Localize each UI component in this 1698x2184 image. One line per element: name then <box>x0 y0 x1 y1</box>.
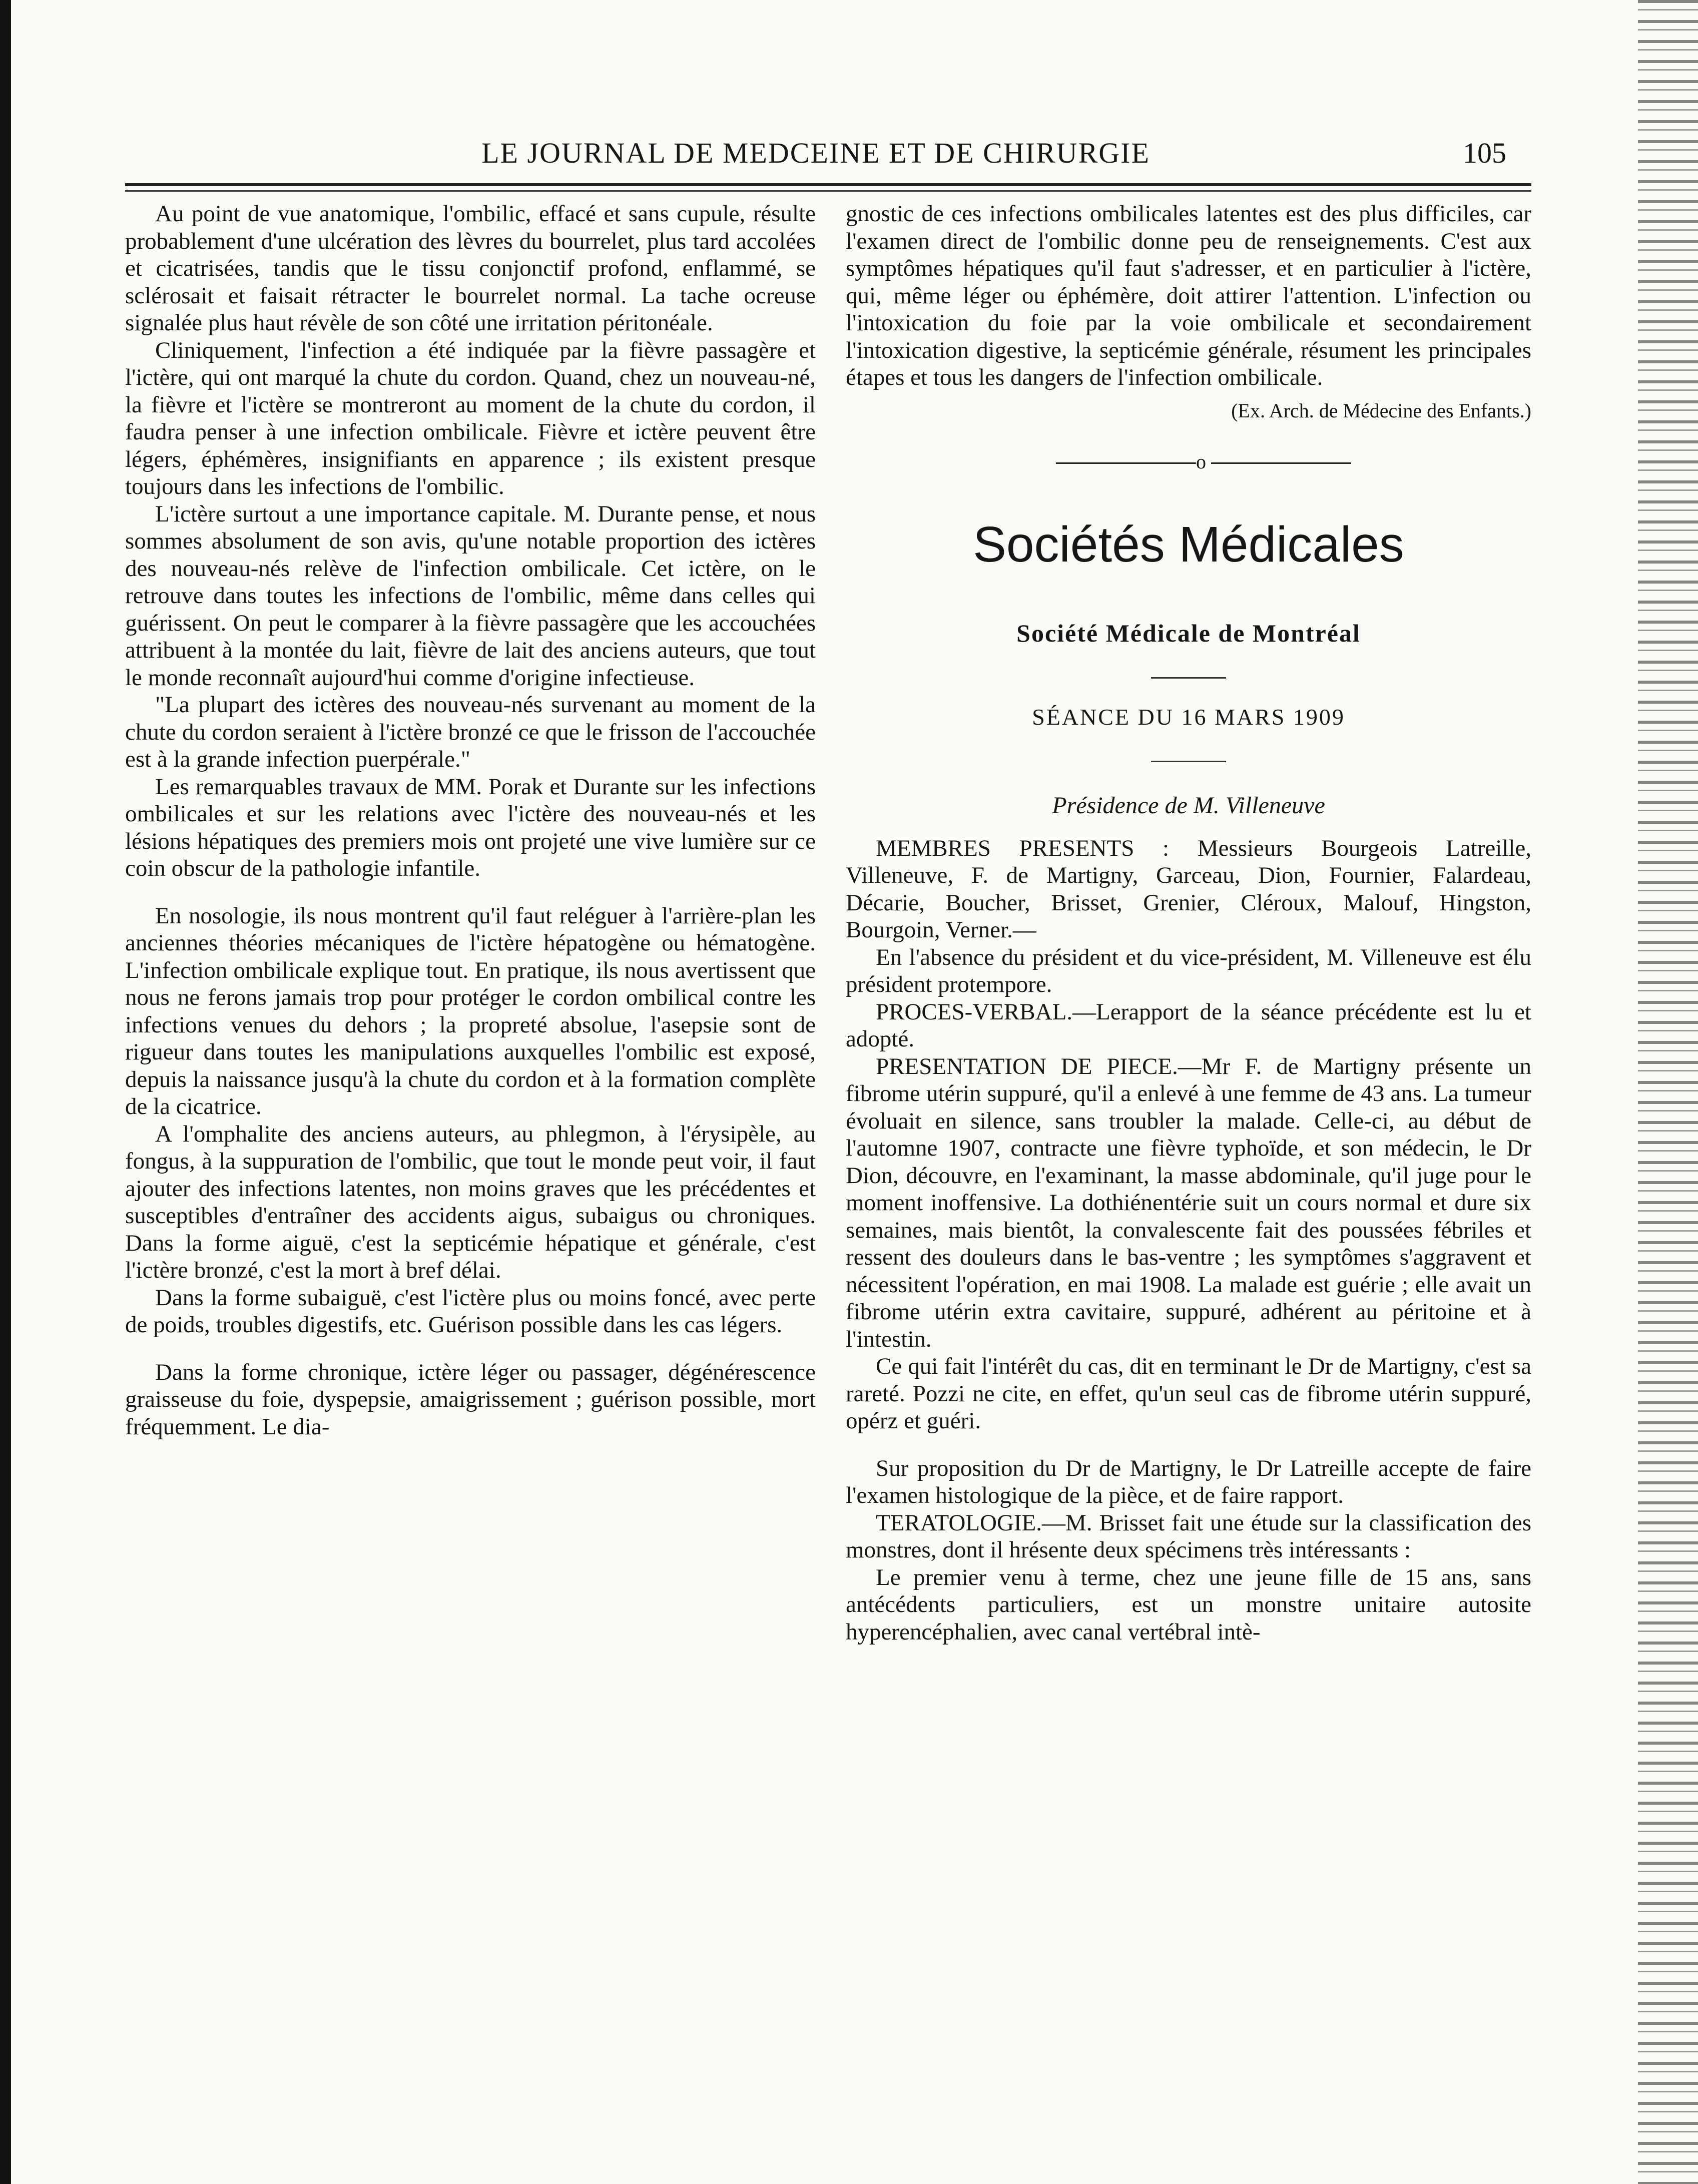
right-column <box>846 200 1531 1646</box>
paragraph: TERATOLOGIE.—M. Brisset fait une étude sur la classification des monstres, dont il hrésente deux spécimens très intéressants : <box>846 1509 1531 1563</box>
paragraph: Cliniquement, l'infection a été indiquée par la fièvre passagère et l'ictère, qui ont marqué la chute du cordon. Quand, chez un nouveau-né, la fièvre et l'ictère se montreront au moment de la chute du cordon, il faudra penser à une infection ombilicale. Fièvre et ictère peuvent être légers, éphémères, insignifiants en apparence ; ils existent presque toujours dans les infections de l'ombilic. <box>125 337 816 499</box>
continuation-paragraph: gnostic de ces infections ombilicales latentes est des plus difficiles, car l'examen direct de l'ombilic donne peu de renseignements. C'est aux symptômes hépatiques qu'il faut s'adresser, et en particulier à l'ictère, qui, même léger ou éphémère, doit attirer l'attention. L'infection ou l'intoxication du foie par la voie ombilicale et secondairement l'intoxication digestive, la septicémie générale, résument les principales étapes et tous les dangers de l'infection ombilicale. <box>846 201 1531 390</box>
left-column <box>125 200 816 1440</box>
seance-date: SÉANCE DU 16 MARS 1909 <box>1032 704 1345 730</box>
paragraph: Dans la forme chronique, ictère léger ou passager, dégénérescence graisseuse du foie, dyspepsie, amaigrissement ; guérison possible, mort fréquemment. Le dia- <box>125 1359 816 1440</box>
divider-mark: o <box>1196 450 1206 473</box>
spacer <box>125 882 816 902</box>
society-heading: Société Médicale de Montréal <box>1016 619 1361 647</box>
paragraph: Dans la forme subaiguë, c'est l'ictère plus ou moins foncé, avec perte de poids, troubles digestifs, etc. Guérison possible dans les cas légers. <box>125 1284 816 1338</box>
running-title: LE JOURNAL DE MEDCEINE ET DE CHIRURGIE <box>481 137 1150 169</box>
scan-edge-left <box>0 0 11 2184</box>
short-rule <box>1151 761 1226 762</box>
spacer <box>846 1435 1531 1455</box>
divider-line <box>1211 462 1351 464</box>
quote-paragraph: "La plupart des ictères des nouveau-nés survenant au moment de la chute du cordon seraient à l'ictère bronzé ce que le frisson de l'accouchée est à la grande infection puerpérale." <box>125 692 816 772</box>
paragraph: L'ictère surtout a une importance capitale. M. Durante pense, et nous sommes absolument de son avis, qu'une notable proportion des ictères des nouveau-nés relève de l'infection ombilicale. Cet ictère, on le retrouve dans toutes les infections de l'ombilic, même dans celles qui guérissent. On peut le comparer à la fièvre passagère que les accouchées attribuent à la montée du lait, fièvre de lait des anciens auteurs, que tout le monde reconnaît aujourd'hui comme d'origine infectieuse. <box>125 500 816 691</box>
section-divider <box>846 444 1531 484</box>
spacer <box>125 1339 816 1359</box>
paragraph: Les remarquables travaux de MM. Porak et Durante sur les infections ombilicales et sur les relations avec l'ictère des nouveau-nés et les lésions hépatiques des premiers mois ont projeté une vive lumière sur ce coin obscur de la pathologie infantile. <box>125 773 816 881</box>
section-title: Sociétés Médicales <box>973 516 1404 573</box>
paragraph: PROCES-VERBAL.—Lerapport de la séance précédente est lu et adopté. <box>846 998 1531 1052</box>
paragraph: Le premier venu à terme, chez une jeune fille de 15 ans, sans antécédents particuliers, est un monstre unitaire autosite hyperencéphalien, avec canal vertébral intè- <box>846 1564 1531 1645</box>
paragraph: A l'omphalite des anciens auteurs, au phlegmon, à l'érysipèle, au fongus, à la suppuration de l'ombilic, que tout le monde peut voir, il faut ajouter des infections latentes, non moins graves que les précédentes et susceptibles d'entraîner des accidents aigus, subaigus ou chroniques. Dans la forme aiguë, c'est la septicémie hépatique et générale, c'est l'ictère bronzé, c'est la mort à bref délai. <box>125 1121 816 1283</box>
paragraph: Au point de vue anatomique, l'ombilic, effacé et sans cupule, résulte probablement d'une ulcération des lèvres du bourrelet, plus tard accolées et cicatrisées, tandis que le tissu conjonctif profond, enflammé, se sclérosait et faisait rétracter le bourrelet normal. La tache ocreuse signalée plus haut révèle de son côté une irritation péritonéale. <box>125 201 816 336</box>
divider-line <box>1056 462 1196 464</box>
source-citation: (Ex. Arch. de Médecine des Enfants.) <box>1231 399 1531 422</box>
paragraph: Sur proposition du Dr de Martigny, le Dr Latreille accepte de faire l'examen histologique de la pièce, et de faire rapport. <box>846 1455 1531 1508</box>
paragraph: En l'absence du président et du vice-président, M. Villeneuve est élu président protempore. <box>846 944 1531 997</box>
header-rule-thin <box>125 190 1531 192</box>
short-rule <box>1151 677 1226 679</box>
paragraph: PRESENTATION DE PIECE.—Mr F. de Martigny présente un fibrome utérin suppuré, qu'il a enlevé à une femme de 43 ans. La tumeur évoluait en silence, sans troubler la malade. Celle-ci, au début de l'automne 1907, contracte une fièvre typhoïde, et son médecin, le Dr Dion, découvre, en l'examinant, la masse abdominale, qu'il juge pour le moment inoffensive. La dothiénentérie suit un cours normal et dure six semaines, mais bientôt, la convalescente fait des poussées fébriles et ressent des douleurs dans le bas-ventre ; les symptômes s'aggravent et nécessitent l'opération, en mai 1908. La malade est guérie ; elle avait un fibrome utérin extra cavitaire, suppuré, adhérent au péritoine et à l'intestin. <box>846 1053 1531 1352</box>
page-header <box>125 131 1506 176</box>
paragraph: Ce qui fait l'intérêt du cas, dit en terminant le Dr de Martigny, c'est sa rareté. Pozzi ne cite, en effet, qu'un seul cas de fibrome utérin suppuré, opérz et guéri. <box>846 1353 1531 1434</box>
paragraph: En nosologie, ils nous montrent qu'il faut reléguer à l'arrière-plan les anciennes théories mécaniques de l'ictère hépatogène ou hématogène. L'infection ombilicale explique tout. En pratique, ils nous avertissent que nous ne ferons jamais trop pour protéger le cordon ombilical contre les infections venues du dehors ; la propreté absolue, l'asepsie sont de rigueur dans toutes les manipulations auxquelles l'ombilic est exposé, depuis la naissance jusqu'à la chute du cordon et à la formation complète de la cicatrice. <box>125 902 816 1120</box>
presidence-line: Présidence de M. Villeneuve <box>1052 792 1325 819</box>
scan-edge-right <box>1638 0 1698 2184</box>
paragraph: MEMBRES PRESENTS : Messieurs Bourgeois Latreille, Villeneuve, F. de Martigny, Garceau, Dion, Fournier, Falardeau, Décarie, Boucher, Brisset, Grenier, Cléroux, Malouf, Hingston, Bourgoin, Verner.— <box>846 835 1531 943</box>
page-number: 105 <box>1463 137 1506 169</box>
header-rule <box>125 183 1531 186</box>
